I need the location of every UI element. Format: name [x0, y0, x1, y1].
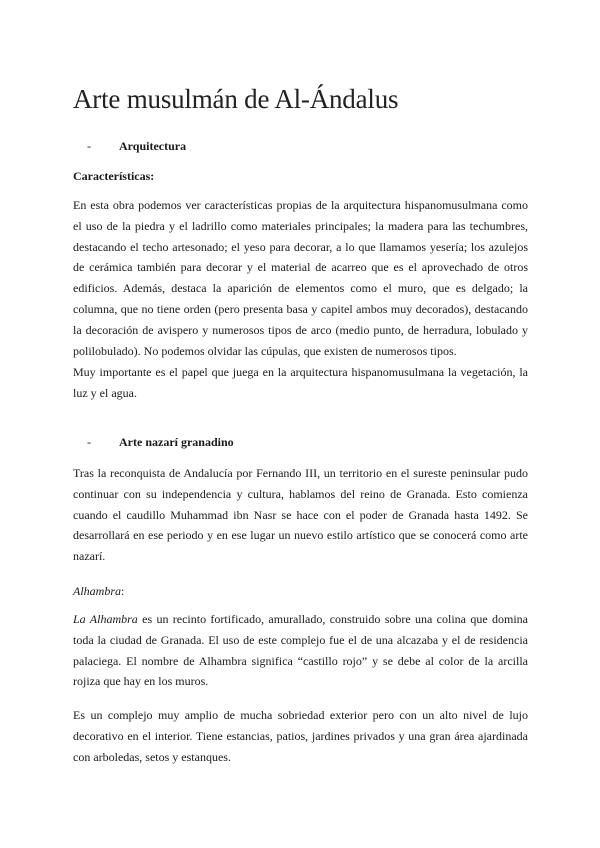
- paragraph-rest: es un recinto fortificado, amurallado, construido sobre una colina que domina toda la ciudad de Granada. El uso de este complejo fue el de una alcazaba y el de residencia palaciega. El nombre de Alhambra significa “castillo rojo” y se debe al color de la arcilla rojiza que hay en los muros.: [73, 612, 528, 689]
- document-title: Arte musulmán de Al-Ándalus: [73, 84, 399, 114]
- bullet-dash: -: [87, 139, 91, 153]
- paragraph-lead-italic: La Alhambra: [73, 612, 138, 626]
- subheading-alhambra-text: Alhambra: [73, 584, 121, 598]
- paragraph-alhambra-descripcion: [73, 609, 528, 692]
- section-heading-arte-nazari: [87, 435, 234, 450]
- subheading-caracteristicas: Características:: [73, 169, 155, 183]
- paragraph-reino-granada: Tras la reconquista de Andalucía por Fernando III, un territorio en el sureste peninsular pudo continuar con su independencia y cultura, hablamos del reino de Granada. Esto comienza cuando el caudillo Muhammad ibn Nasr se hace con el poder de Granada hasta 1492. Se desarrollará en ese periodo y en ese lugar un nuevo estilo artístico que se conocerá como arte nazarí.: [73, 466, 528, 564]
- subheading-alhambra: [73, 584, 124, 599]
- paragraph-alhambra-complejo: Es un complejo muy amplio de mucha sobriedad exterior pero con un alto nivel de lujo decorativo en el interior. Tiene estancias, patios, jardines privados y una gran área ajardinada con arboledas, setos y estanques.: [73, 708, 528, 764]
- bullet-dash: -: [87, 435, 91, 449]
- subheading-colon: :: [121, 584, 125, 598]
- paragraph-vegetacion: Muy importante es el papel que juega en la arquitectura hispanomusulmana la vegetación, la luz y el agua.: [73, 365, 528, 400]
- paragraph-caracteristicas: En esta obra podemos ver características propias de la arquitectura hispanomusulmana como el uso de la piedra y el ladrillo como materiales principales; la madera para las techumbres, destacando el techo artesonado; el yeso para decorar, a lo que llamamos yesería; los azulejos de cerámica también para decorar y el material de acarreo que es el aprovechado de otros edificios. Además, destaca la aparición de elementos como el muro, que es delgado; la columna, que no tiene orden (pero presenta basa y capitel ambos muy decorados), destacando la decoración de avispero y numerosos tipos de arco (medio punto, de herradura, lobulado y polilobulado). No podemos olvidar las cúpulas, que existen de numerosos tipos.: [73, 198, 528, 358]
- section-heading-text: Arquitectura: [119, 139, 187, 153]
- section-heading-text: Arte nazarí granadino: [119, 435, 234, 449]
- section-heading-arquitectura: [87, 139, 186, 154]
